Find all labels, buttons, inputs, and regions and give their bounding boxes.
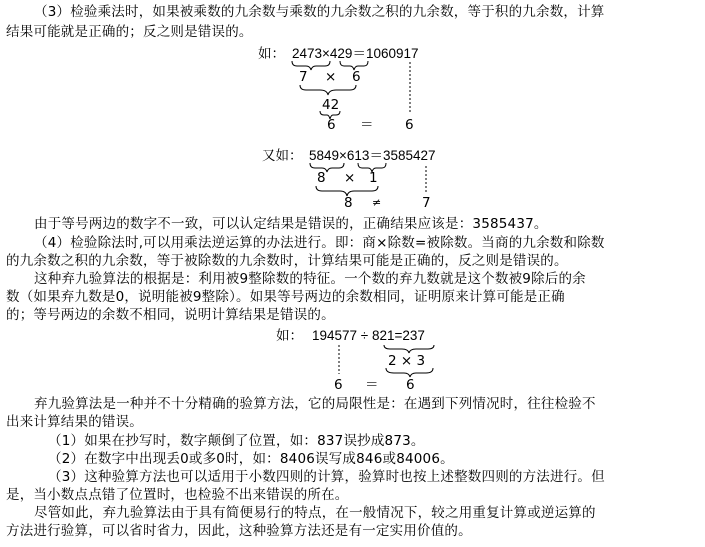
para-division-check-line1: （4）检验除法时,可以用乘法逆运算的办法进行。即：商×除数=被除数。当商的九余数和除数 [34, 235, 605, 251]
left-result: 6 [334, 377, 343, 393]
times-sign: × [325, 69, 337, 85]
equals-sign: ＝ [360, 117, 374, 133]
example-prefix: 如： [258, 46, 285, 62]
brace-42 [320, 111, 340, 119]
brace-821-237 [384, 345, 434, 353]
list-item-3-line1: （3）这种验算方法也可以适用于小数四则的计算，验算时也按上述整数四则的方法进行。但 [48, 469, 605, 485]
para-division-check-line2: 的九余数之积的九余数，等于被除数的九余数时，计算结果可能是正确的，反之则是错误的。 [6, 253, 568, 269]
right-result: 6 [405, 117, 414, 133]
para-closing-line2: 方法进行验算，可以省时省力，因此，这种验算方法还是有一定实用价值的。 [6, 523, 472, 539]
product-of-remainders: 2 × 3 [388, 353, 426, 369]
brace-429 [340, 61, 368, 70]
list-item-2: （2）在数字中出现丢0或多0时，如：8406误写成846或84006。 [48, 451, 454, 467]
example-prefix: 又如： [262, 148, 303, 164]
remainder-multiplier: 1 [369, 170, 378, 186]
para-limitation-line1: 弃九验算法是一种并不十分精确的验算方法，它的局限性是：在遇到下列情况时，往往检验不 [34, 396, 596, 412]
brace-2473 [292, 61, 330, 70]
remainder-multiplier: 6 [352, 69, 361, 85]
remainder-multiplicand: 7 [299, 69, 308, 85]
para-basis-line1: 这种弃九验算法的根据是：利用被9整除数的特征。一个数的弃九数就是这个数被9除后的余 [34, 271, 586, 287]
list-item-3-line2: 是，当小数点点错了位置时，也检验不出来错误的所在。 [6, 487, 349, 503]
example-equation: 194577 ÷ 821=237 [312, 328, 425, 343]
brace-613 [358, 163, 386, 172]
para-limitation-line2: 出来计算结果的错误。 [6, 414, 143, 430]
brace-2x3 [386, 368, 433, 377]
para-basis-line3: 的；等号两边的余数不相同，说明计算结果是错误的。 [6, 307, 335, 323]
example-equation: 5849×613＝3585427 [309, 148, 436, 163]
left-result: 8 [344, 195, 353, 211]
list-item-1: （1）如果在抄写时，数字颠倒了位置，如：837误抄成873。 [48, 433, 425, 449]
para-closing-line1: 尽管如此，弃九验算法由于具有简便易行的特点，在一般情况下，较之用重复计算或逆运算的 [34, 505, 596, 521]
remainder-multiplicand: 8 [317, 170, 326, 186]
para-error-conclusion: 由于等号两边的数字不一致，可以认定结果是错误的，正确结果应该是：3585437。 [34, 216, 548, 232]
product-of-remainders: 42 [322, 97, 340, 113]
right-result: 6 [406, 377, 415, 393]
brace-8x1 [316, 186, 378, 196]
equals-sign: ＝ [365, 377, 379, 393]
left-result: 6 [327, 117, 336, 133]
para-basis-line2: 数（如果弃九数是0，说明能被9整除）。如果等号两边的余数相同，证明原来计算可能是正确 [6, 289, 565, 305]
example-prefix: 如： [276, 328, 303, 344]
times-sign: × [344, 170, 356, 186]
brace-5849 [310, 163, 344, 172]
not-equal-sign: ≠ [372, 196, 382, 209]
right-result: 7 [422, 195, 431, 211]
para-multiplication-check-line1: （3）检验乘法时，如果被乘数的九余数与乘数的九余数之积的九余数，等于积的九余数，计算 [34, 4, 605, 20]
brace-7x6 [300, 85, 356, 95]
para-multiplication-check-line2: 结果可能就是正确的；反之则是错误的。 [6, 24, 253, 40]
example-equation: 2473×429＝1060917 [292, 46, 419, 61]
